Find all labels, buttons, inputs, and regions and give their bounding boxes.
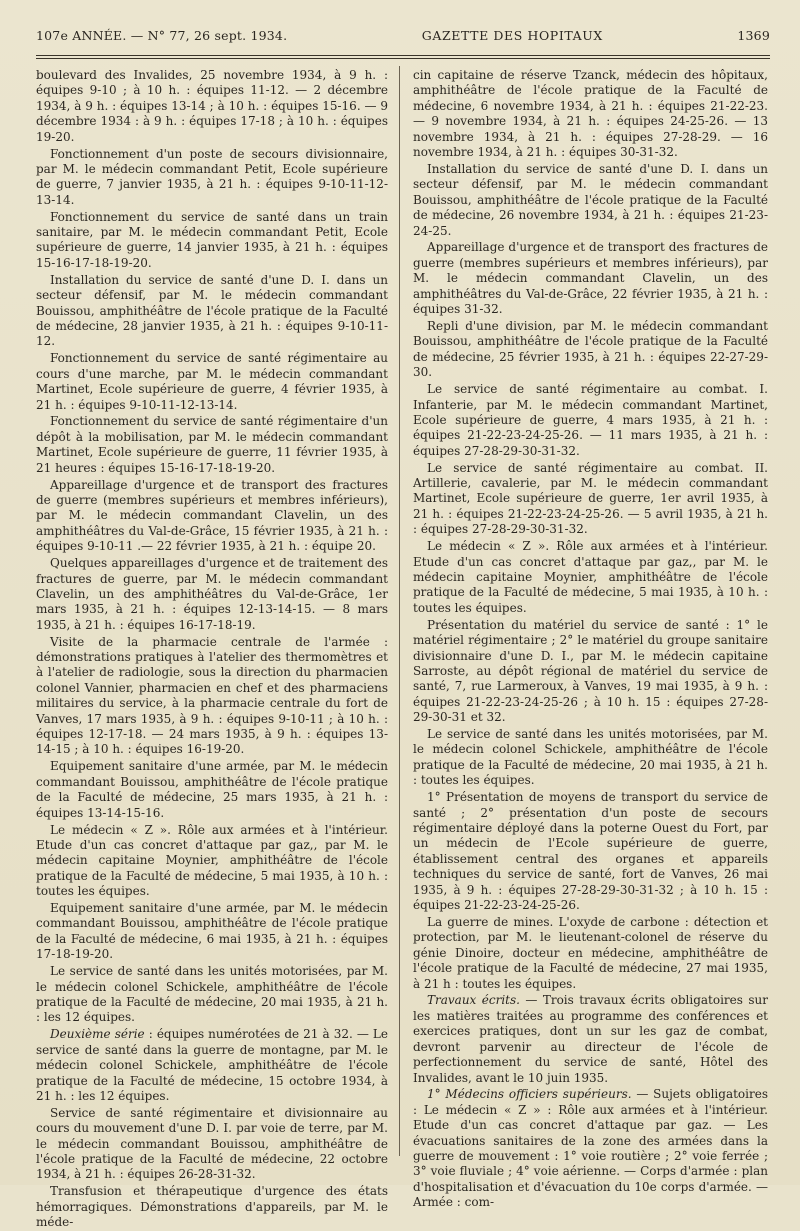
paragraph: Equipement sanitaire d'une armée, par M. le médecin commandant Bouissou, amphithéâtre de l'école pratique de la Faculté de médecine, 25 mars 1935, à 21 h. : équipes 13-14-15-16.	[36, 759, 388, 820]
page-number: 1369	[737, 28, 770, 43]
paragraph: Fonctionnement du service de santé dans un train sanitaire, par M. le médecin commandant Petit, Ecole supérieure de guerre, 14 janvier 1935, à 21 h. : équipes 15-16-17-18-19-20.	[36, 209, 388, 270]
paragraph-text: — Sujets obligatoires : Le médecin « Z » : Rôle aux armées et à l'intérieur. Etude d'un cas concret d'attaque par gaz. — Les évacuations sanitaires de la zone des armées dans la guerre de mouvement : 1° voie routière ; 2° voie ferrée ; 3° voie fluviale ; 4° voie aérienne. — Corps d'armée : plan d'hospitalisation et d'évacuation du 10e corps d'armée. — Armée : com-	[413, 1087, 768, 1210]
column-divider	[399, 66, 400, 1156]
paragraph: Le médecin « Z ». Rôle aux armées et à l'intérieur. Etude d'un cas concret d'attaque par gaz,, par M. le médecin capitaine Moynier, amphithéâtre de l'école pratique de la Faculté de médecine, 5 mai 1935, à 10 h. : toutes les équipes.	[36, 822, 388, 899]
paragraph: Installation du service de santé d'une D. I. dans un secteur défensif, par M. le médecin commandant Bouissou, amphithéâtre de l'école pratique de la Faculté de médecine, 28 janvier 1935, à 21 h. : équipes 9-10-11-12.	[36, 272, 388, 349]
paragraph-text: — Trois travaux écrits obligatoires sur les matières traitées au programme des conférences et exercices pratiques, dont un sur les gaz de combat, devront parvenir au directeur de l'école de perfectionnement du service de santé, Hôtel des Invalides, avant le 10 juin 1935.	[413, 993, 768, 1085]
paragraph: Fonctionnement d'un poste de secours divisionnaire, par M. le médecin commandant Petit, Ecole supérieure de guerre, 7 janvier 1935, à 21 h. : équipes 9-10-11-12-13-14.	[36, 146, 388, 207]
paragraph: Quelques appareillages d'urgence et de traitement des fractures de guerre, par M. le médecin commandant Clavelin, un des amphithéâtres du Val-de-Grâce, 1er mars 1935, à 21 h. : équipes 12-13-14-15. — 8 mars 1935, à 21 h. : équipes 16-17-18-19.	[36, 556, 388, 632]
header-rule-top	[36, 55, 770, 56]
paragraph: Transfusion et thérapeutique d'urgence des états hémorragiques. Démonstrations d'appareils, par M. le méde-	[36, 1184, 388, 1230]
paragraph: Le service de santé régimentaire au combat. I. Infanterie, par M. le médecin commandant Martinet, Ecole supérieure de guerre, 4 mars 1935, à 21 h. : équipes 21-22-23-24-25-26. — 11 mars 1935, à 21 h. : équipes 27-28-29-30-31-32.	[413, 382, 768, 458]
italic-lead: Travaux écrits.	[427, 993, 520, 1008]
paragraph: Le service de santé régimentaire au combat. II. Artillerie, cavalerie, par M. le médecin commandant Martinet, Ecole supérieure de guerre, 1er avril 1935, à 21 h. : équipes 21-22-23-24-25-26. — 5 avril 1935, à 21 h. : équipes 27-28-29-30-31-32.	[413, 460, 768, 537]
right-column	[413, 68, 768, 1210]
paragraph: Fonctionnement du service de santé régimentaire d'un dépôt à la mobilisation, par M. le médecin commandant Martinet, Ecole supérieure de guerre, 11 février 1935, à 21 heures : équipes 15-16-17-18-19-20.	[36, 414, 388, 475]
paragraph	[36, 1027, 388, 1104]
paragraph: Repli d'une division, par M. le médecin commandant Bouissou, amphithéâtre de l'école pratique de la Faculté de médecine, 25 février 1935, à 21 h. : équipes 22-27-29-30.	[413, 319, 768, 380]
header-rule-bottom	[36, 58, 770, 59]
paragraph: 1° Présentation de moyens de transport du service de santé ; 2° présentation d'un poste de secours régimentaire déployé dans la poterne Ouest du Fort, par un médecin de l'Ecole supérieure de guerre, établissement central des organes et appareils techniques du service de santé, fort de Vanves, 26 mai 1935, à 9 h. : équipes 27-28-29-30-31-32 ; à 10 h. 15 : équipes 21-22-23-24-25-26.	[413, 790, 768, 913]
paragraph: Visite de la pharmacie centrale de l'armée : démonstrations pratiques à l'atelier des thermomètres et à l'atelier de radiologie, sous la direction du pharmacien colonel Vannier, pharmacien en chef et des pharmaciens militaires du service, à la pharmacie centrale du fort de Vanves, 17 mars 1935, à 9 h. : équipes 9-10-11 ; à 10 h. : équipes 12-17-18. — 24 mars 1935, à 9 h. : équipes 13-14-15 ; à 10 h. : équipes 16-19-20.	[36, 634, 388, 757]
paragraph: Le service de santé dans les unités motorisées, par M. le médecin colonel Schickele, amphithéâtre de l'école pratique de la Faculté de médecine, 20 mai 1935, à 21 h. : toutes les équipes.	[413, 727, 768, 788]
journal-title: GAZETTE DES HOPITAUX	[421, 28, 603, 43]
paragraph: Présentation du matériel du service de santé : 1° le matériel régimentaire ; 2° le matériel du groupe sanitaire divisionnaire d'une D. I., par M. le médecin capitaine Sarroste, au dépôt régional de matériel du service de santé, 7, rue Larmeroux, à Vanves, 19 mai 1935, à 9 h. : équipes 21-22-23-24-25-26 ; à 10 h. 15 : équipes 27-28-29-30-31 et 32.	[413, 617, 768, 725]
paragraph: Service de santé régimentaire et divisionnaire au cours du mouvement d'une D. I. par voie de terre, par M. le médecin commandant Bouissou, amphithéâtre de l'école pratique de la Faculté de médecine, 22 octobre 1934, à 21 h. : équipes 26-28-31-32.	[36, 1105, 388, 1182]
paragraph-text: : équipes numérotées de 21 à 32. — Le service de santé dans la guerre de montagne, par M. le médecin colonel Schickele, amphithéâtre de l'école pratique de la Faculté de médecine, 15 octobre 1934, à 21 h. : les 12 équipes.	[36, 1027, 388, 1103]
paragraph: Equipement sanitaire d'une armée, par M. le médecin commandant Bouissou, amphithéâtre de l'école pratique de la Faculté de médecine, 6 mai 1935, à 21 h. : équipes 17-18-19-20.	[36, 901, 388, 962]
paragraph: Appareillage d'urgence et de transport des fractures de guerre (membres supérieurs et membres inférieurs), par M. le médecin commandant Clavelin, un des amphithéâtres du Val-de-Grâce, 15 février 1935, à 21 h. : équipes 9-10-11 .— 22 février 1935, à 21 h. : équipe 20.	[36, 477, 388, 554]
paragraph	[413, 993, 768, 1085]
paragraph: Appareillage d'urgence et de transport des fractures de guerre (membres supérieurs et membres inférieurs), par M. le médecin commandant Clavelin, un des amphithéâtres du Val-de-Grâce, 22 février 1935, à 21 h. : équipes 31-32.	[413, 240, 768, 317]
paragraph: Le service de santé dans les unités motorisées, par M. le médecin colonel Schickele, amphithéâtre de l'école pratique de la Faculté de médecine, 20 mai 1935, à 21 h. : les 12 équipes.	[36, 964, 388, 1025]
paragraph: Fonctionnement du service de santé régimentaire au cours d'une marche, par M. le médecin commandant Martinet, Ecole supérieure de guerre, 4 février 1935, à 21 h. : équipes 9-10-11-12-13-14.	[36, 351, 388, 412]
italic-lead: 1° Médecins officiers supérieurs.	[427, 1087, 632, 1102]
left-column	[36, 68, 388, 1230]
page-header	[36, 28, 770, 54]
paragraph: cin capitaine de réserve Tzanck, médecin des hôpitaux, amphithéâtre de l'école pratique de la Faculté de médecine, 6 novembre 1934, à 21 h. : équipes 21-22-23. — 9 novembre 1934, à 21 h. : équipes 24-25-26. — 13 novembre 1934, à 21 h. : équipes 27-28-29. — 16 novembre 1934, à 21 h. : équipes 30-31-32.	[413, 68, 768, 160]
italic-lead: Deuxième série	[50, 1027, 145, 1042]
paragraph: Le médecin « Z ». Rôle aux armées et à l'intérieur. Etude d'un cas concret d'attaque par gaz,, par M. le médecin capitaine Moynier, amphithéâtre de l'école pratique de la Faculté de médecine, 5 mai 1935, à 10 h. : toutes les équipes.	[413, 539, 768, 615]
issue-info: 107e ANNÉE. — N° 77, 26 sept. 1934.	[36, 28, 288, 43]
paragraph	[413, 1087, 768, 1210]
paragraph: boulevard des Invalides, 25 novembre 1934, à 9 h. : équipes 9-10 ; à 10 h. : équipes 11-12. — 2 décembre 1934, à 9 h. : équipes 13-14 ; à 10 h. : équipes 15-16. — 9 décembre 1934 : à 9 h. : équipes 17-18 ; à 10 h. : équipes 19-20.	[36, 68, 388, 144]
paragraph: Installation du service de santé d'une D. I. dans un secteur défensif, par M. le médecin commandant Bouissou, amphithéâtre de l'école pratique de la Faculté de médecine, 26 novembre 1934, à 21 h. : équipes 21-23-24-25.	[413, 161, 768, 238]
paragraph: La guerre de mines. L'oxyde de carbone : détection et protection, par M. le lieutenant-colonel de réserve du génie Dinoire, docteur en médecine, amphithéâtre de l'école pratique de la Faculté de médecine, 27 mai 1935, à 21 h : toutes les équipes.	[413, 914, 768, 991]
